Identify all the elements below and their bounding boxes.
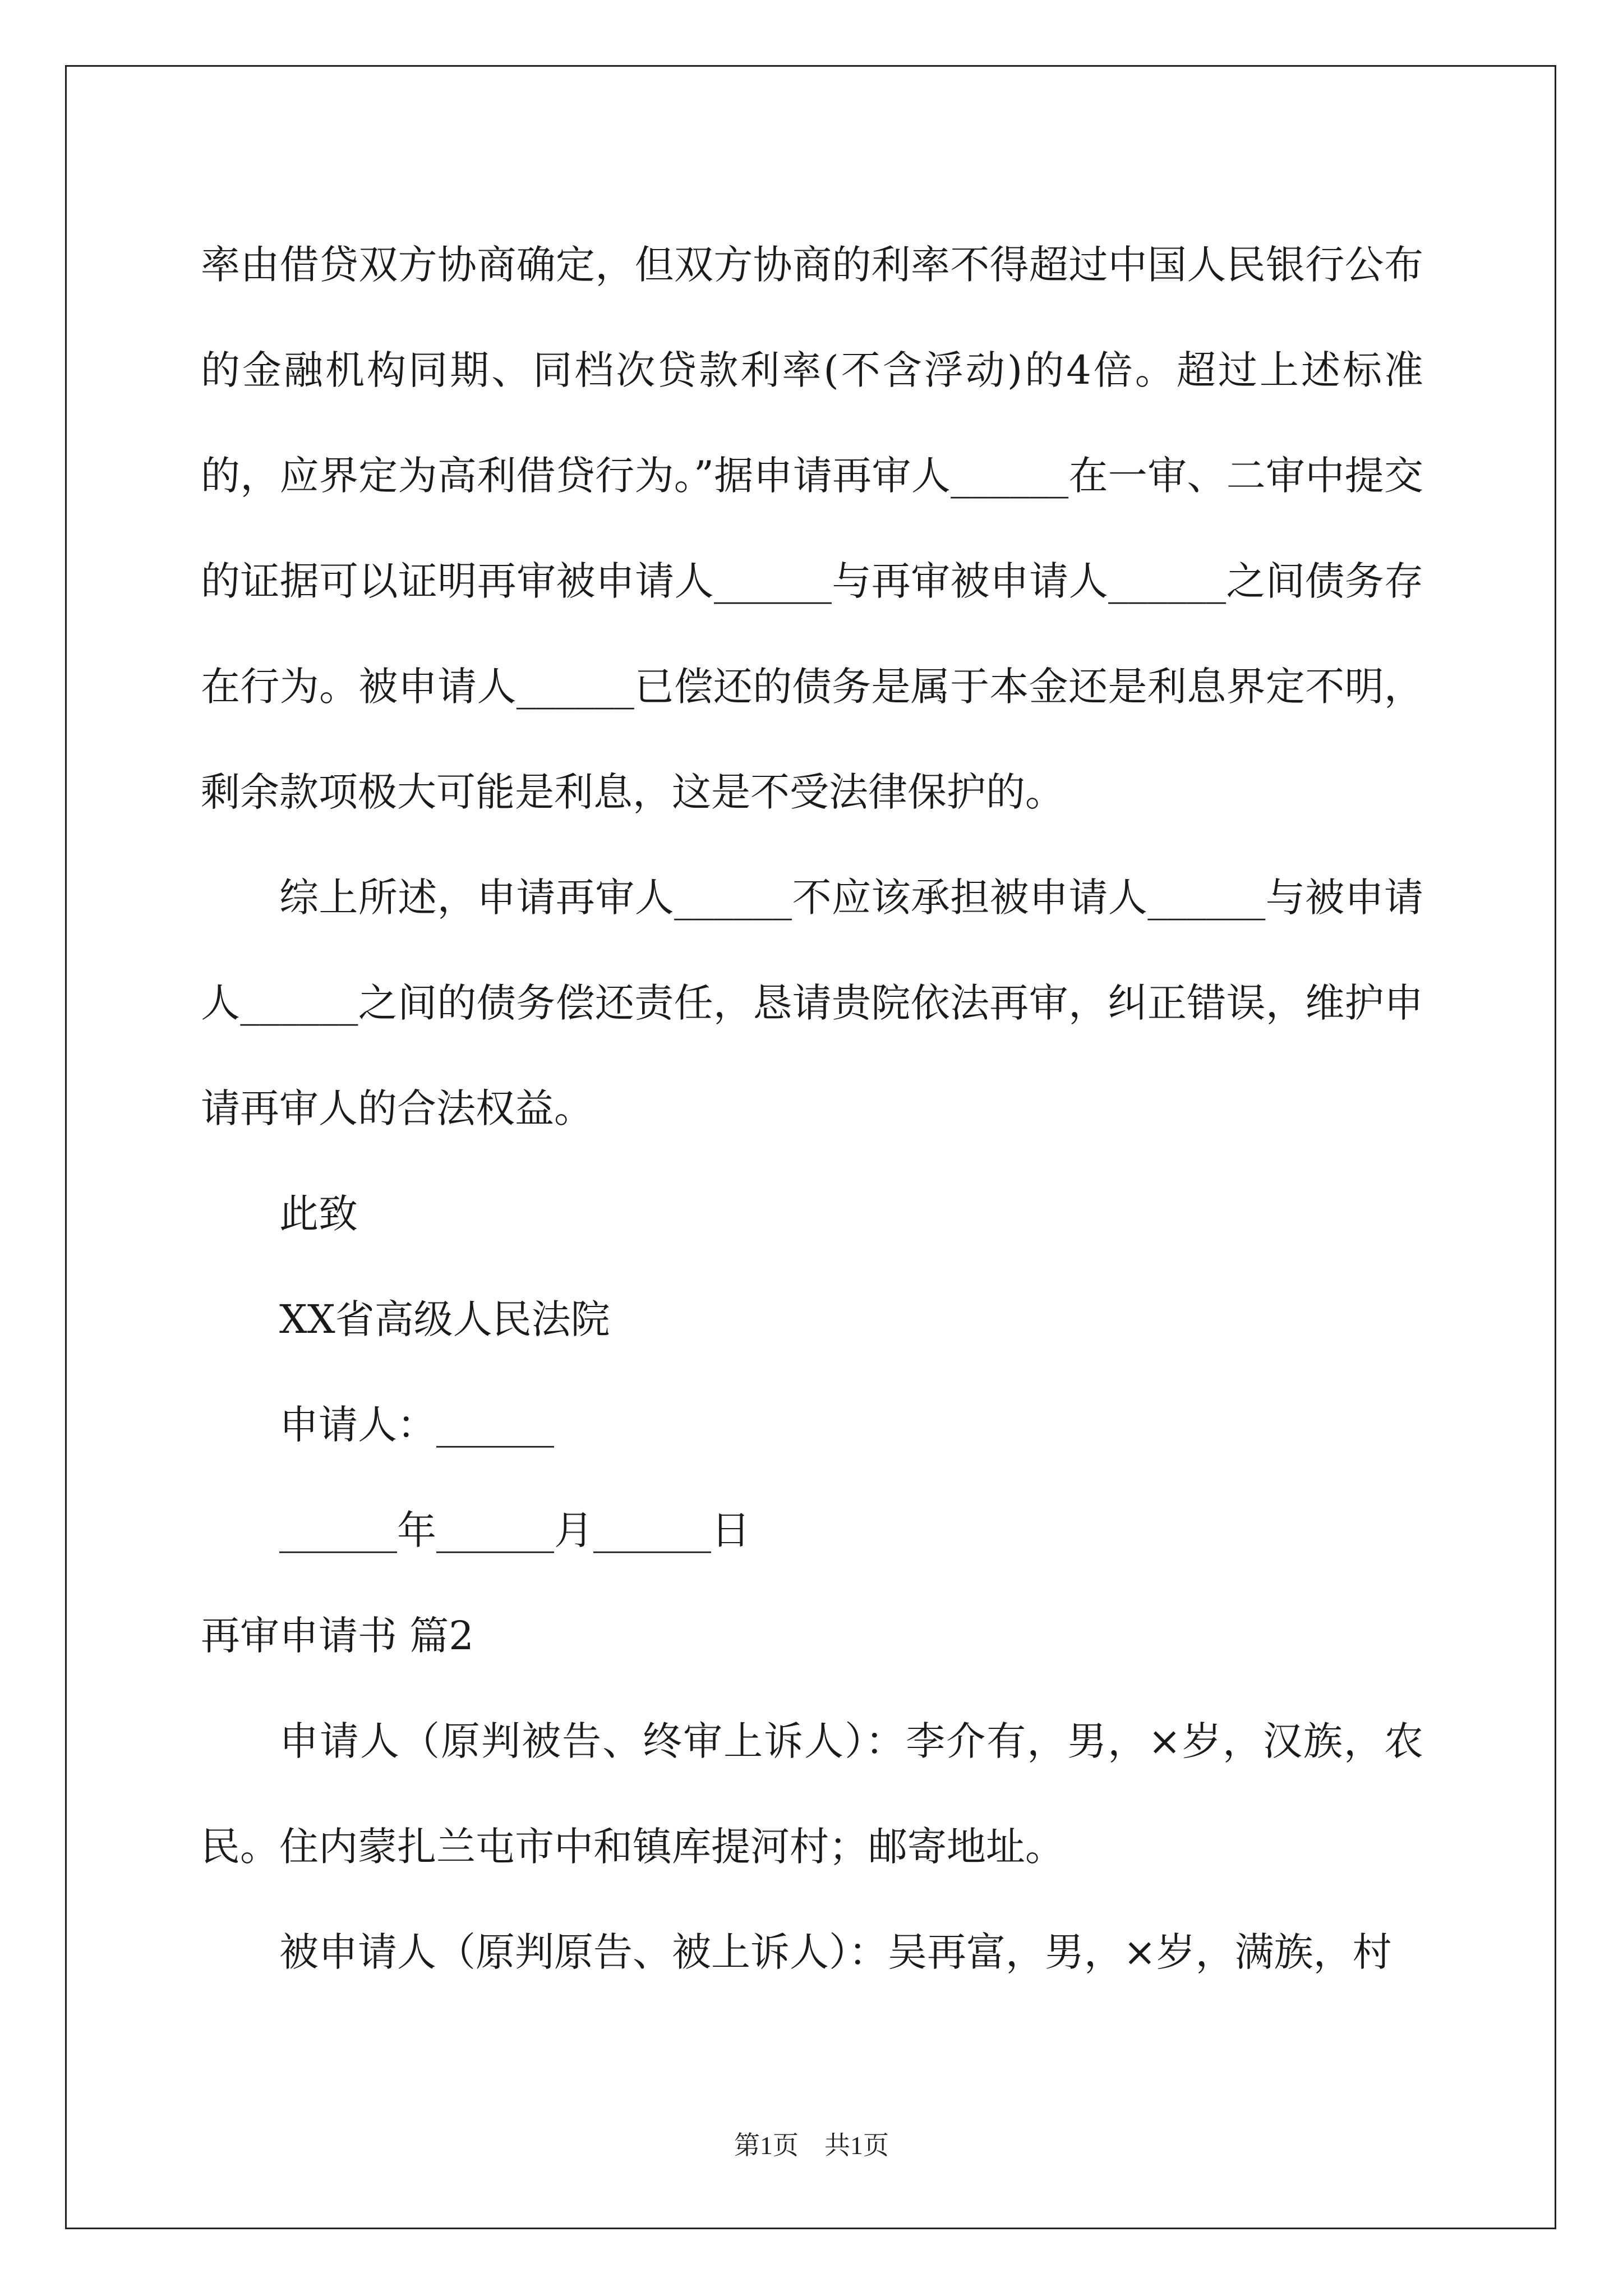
page-footer: 第1页 共1页 (734, 2131, 889, 2160)
applicant-signature: 申请人：______ (279, 1402, 554, 1448)
salutation: 此致 (279, 1191, 358, 1237)
recipient-court: XX省高级人民法院 (279, 1296, 610, 1342)
document-body (201, 212, 1423, 2005)
paragraph-1: 率由借贷双方协商确定，但双方协商的利率不得超过中国人民银行公布的金融机构同期、同档次贷款利率(不含浮动)的4倍。超过上述标准的，应界定为高利借贷行为。”据申请再审人______在一审、二审中提交的证据可以证明再审被申请人______与再审被申请人______之间债务存在行为。被申请人______已偿还的债务是属于本金还是利息界定不明，剩余款项极大可能是利息，这是不受法律保护的。 (201, 242, 1423, 815)
date-line: ______年______月______日 (279, 1507, 750, 1553)
paragraph-2: 综上所述，申请再审人______不应该承担被申请人______与被申请人______之间的债务偿还责任，恳请贵院依法再审，纠正错误，维护申请再审人的合法权益。 (201, 875, 1423, 1131)
paragraph-respondent: 被申请人（原判原告、被上诉人）：吴再富，男，×岁，满族，村 (279, 1929, 1392, 1975)
paragraph-applicant: 申请人（原判被告、终审上诉人）：李介有，男，×岁，汉族，农民。住内蒙扎兰屯市中和镇库提河村；邮寄地址。 (201, 1718, 1423, 1870)
section-heading: 再审申请书 篇2 (201, 1613, 474, 1659)
